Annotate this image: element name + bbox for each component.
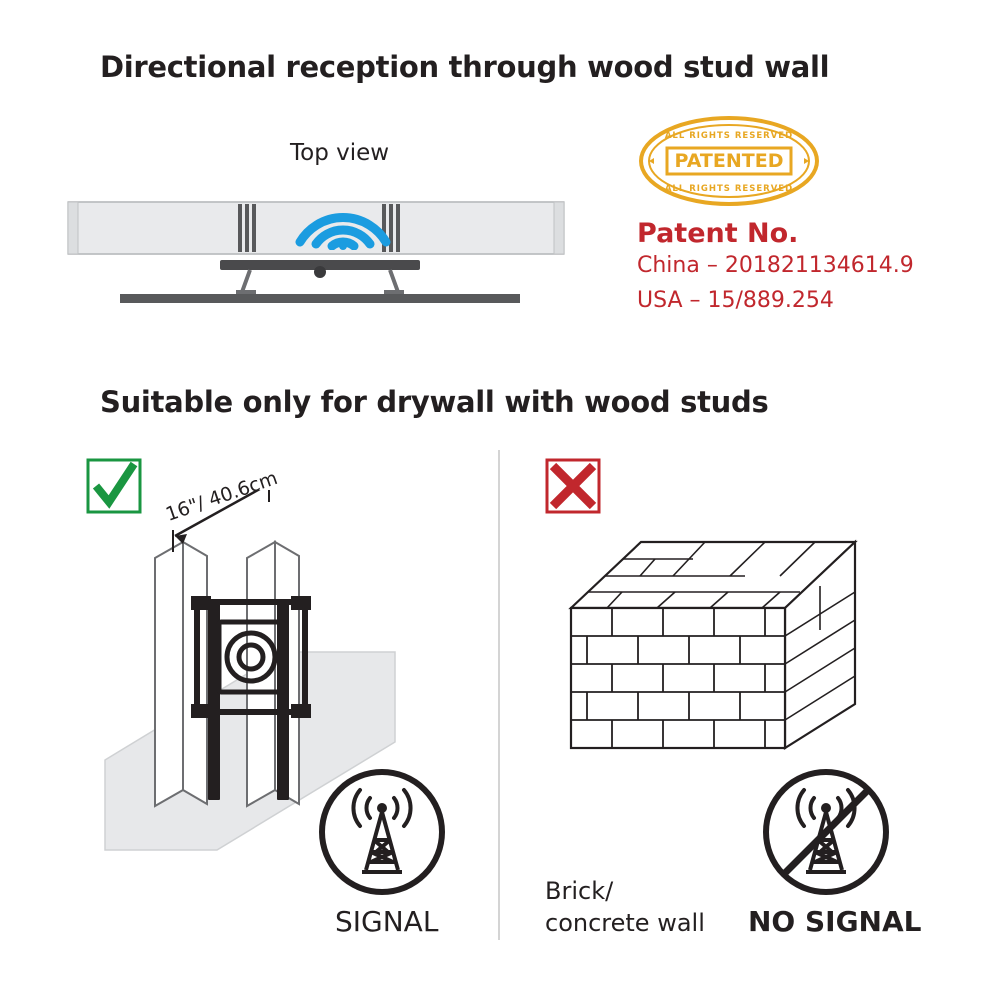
no-signal-label: NO SIGNAL (748, 905, 922, 938)
brick-wall-label (545, 875, 705, 939)
red-cross-icon (545, 458, 601, 514)
brick-wall-label-line1: Brick/ (545, 877, 614, 905)
patent-number-heading: Patent No. (637, 218, 799, 249)
stud-spacing-label: 16"/ 40.6cm (163, 467, 281, 526)
antenna-no-signal-icon (762, 768, 890, 896)
antenna-signal-icon (318, 768, 446, 896)
stamp-top-text: ALL RIGHTS RESERVED (664, 131, 794, 141)
patent-number-china: China – 201821134614.9 (637, 253, 914, 278)
stamp-main-text: PATENTED (674, 150, 784, 172)
top-view-label: Top view (290, 140, 390, 166)
signal-label: SIGNAL (335, 905, 439, 938)
brick-wall-label-line2: concrete wall (545, 909, 705, 937)
page-title-suitable-drywall: Suitable only for drywall with wood studs (100, 385, 769, 419)
patent-number-usa: USA – 15/889.254 (637, 288, 834, 313)
wifi-signal-icon (288, 180, 398, 250)
patented-stamp-icon (637, 115, 822, 207)
brick-wall-illustration (565, 520, 865, 770)
page-title-directional-reception: Directional reception through wood stud wall (100, 50, 830, 84)
section-divider (498, 450, 500, 940)
stamp-bottom-text: ALL RIGHTS RESERVED (664, 184, 794, 194)
